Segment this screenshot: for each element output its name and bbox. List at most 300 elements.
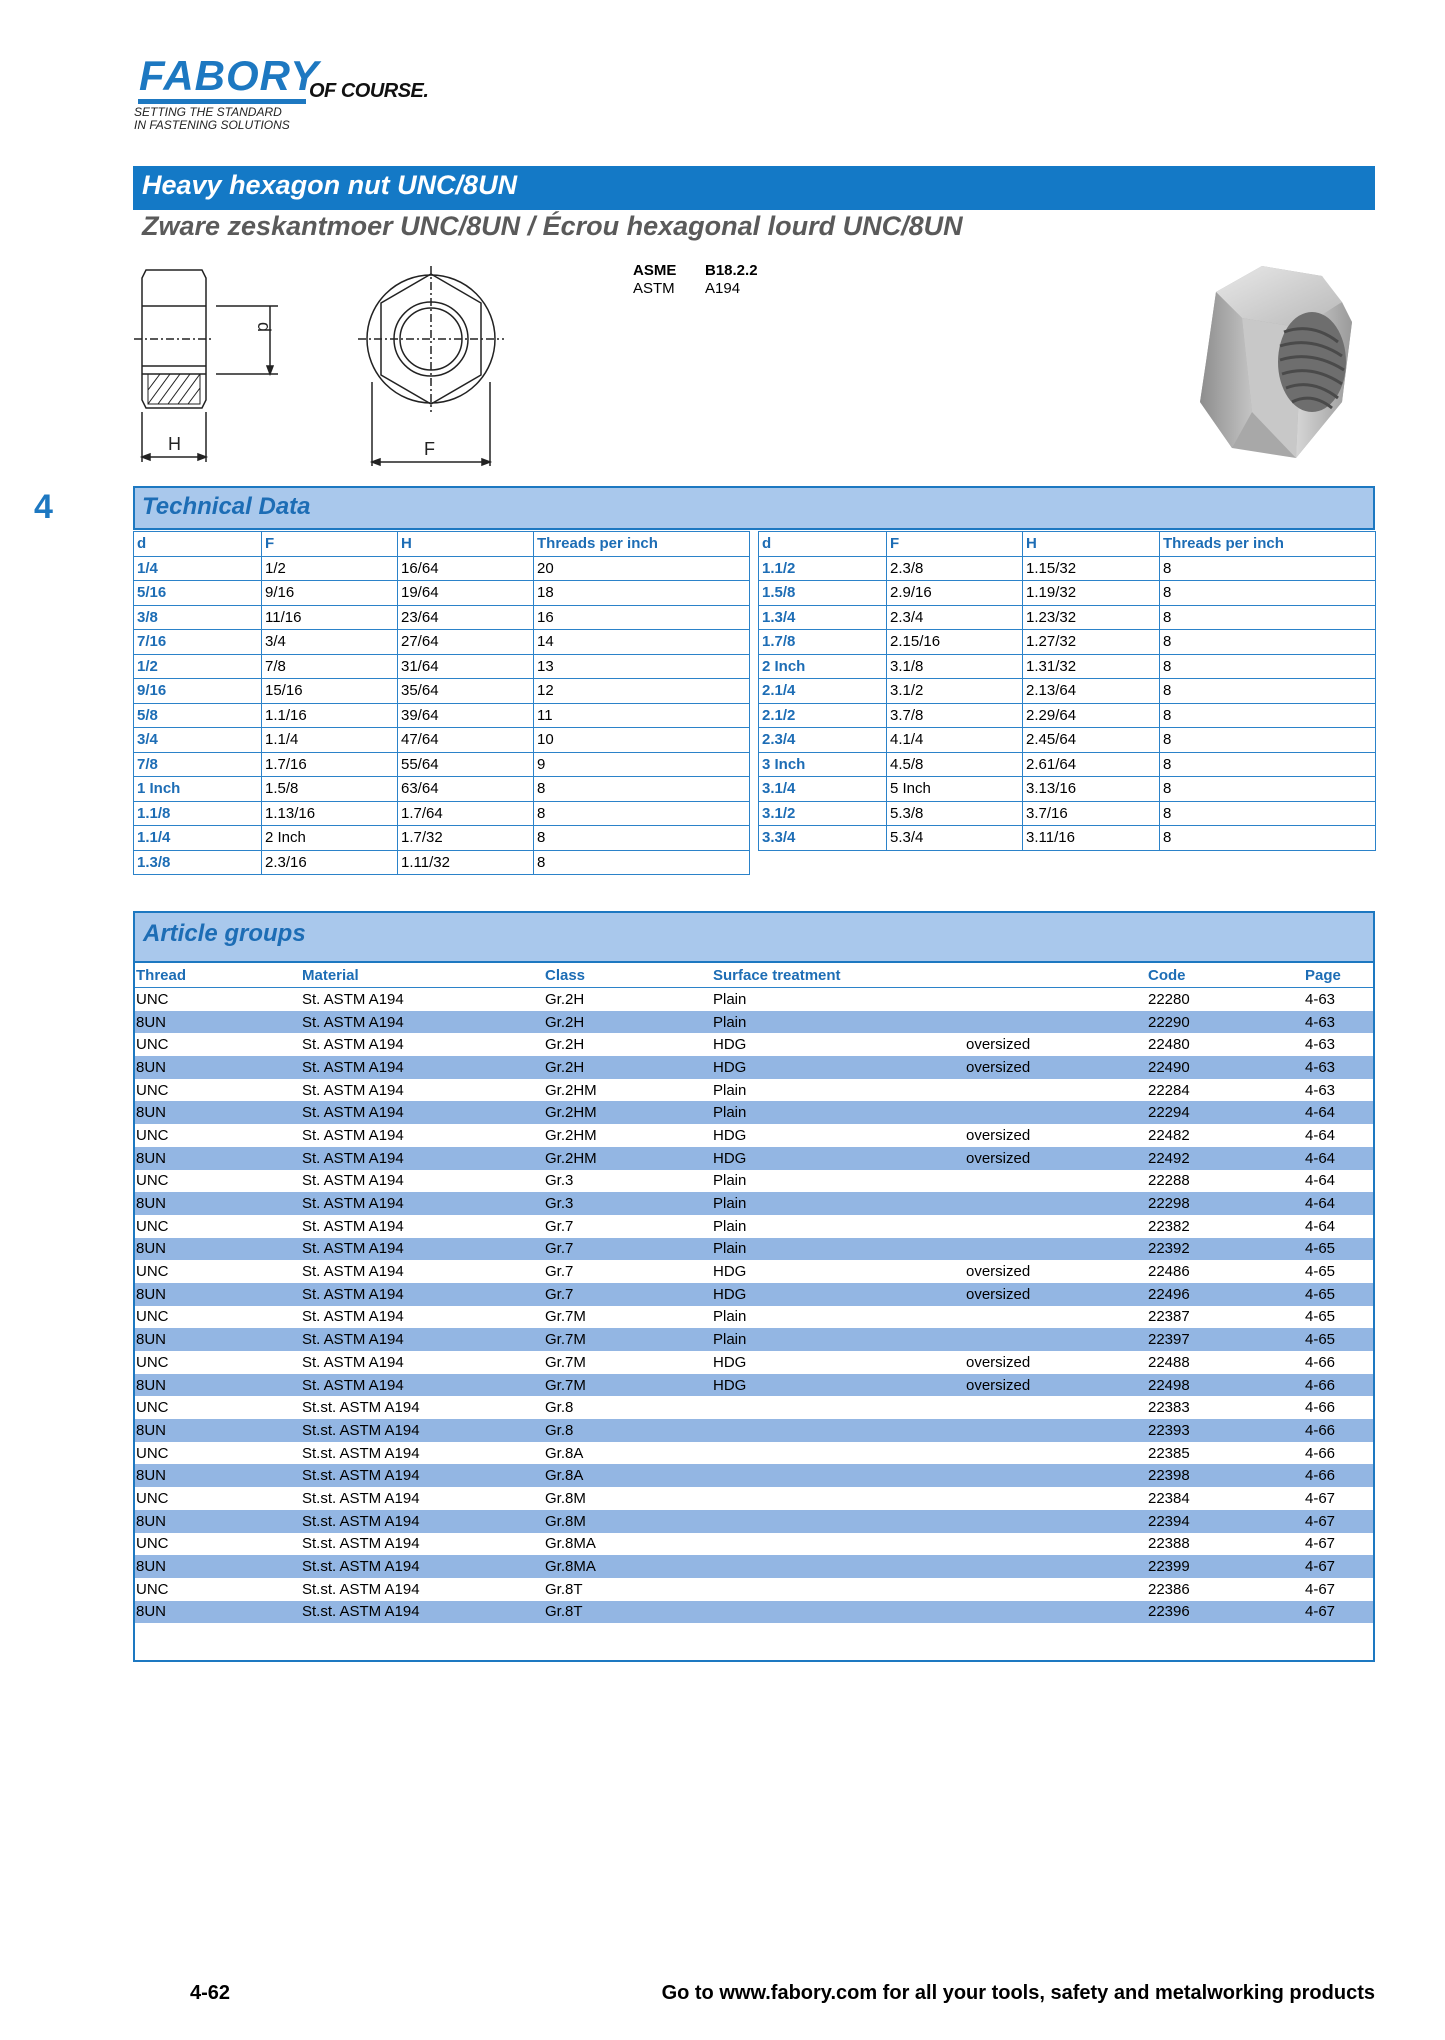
cell-h: 3.7/16 xyxy=(1023,801,1160,826)
cell-code: 22288 xyxy=(1148,1172,1190,1190)
cell-material: St. ASTM A194 xyxy=(302,1353,404,1371)
cell-code: 22284 xyxy=(1148,1081,1190,1099)
cell-surface-treatment: Plain xyxy=(713,990,747,1008)
table-row xyxy=(759,728,1376,753)
cell-page: 4-67 xyxy=(1302,1510,1375,1533)
cell-threads: 20 xyxy=(534,556,750,581)
cell-code: 22496 xyxy=(1145,1283,1302,1306)
cell-d: 2 Inch xyxy=(759,654,887,679)
cell-finish-note xyxy=(963,1396,1145,1419)
table-row xyxy=(133,1351,1375,1374)
cell-d: 5/8 xyxy=(134,703,262,728)
cell-code: 22490 xyxy=(1145,1056,1302,1079)
cell-page: 4-67 xyxy=(1302,1555,1375,1578)
cell-code: 22393 xyxy=(1145,1419,1302,1442)
column-header-code: Code xyxy=(1145,963,1302,988)
cell-material: St. ASTM A194 xyxy=(302,1126,404,1144)
cell-thread: 8UN xyxy=(133,1510,299,1533)
table-row xyxy=(133,1510,1375,1533)
cell-page: 4-63 xyxy=(1305,1036,1336,1054)
footer-website-text: Go to www.fabory.com for all your tools, safety and metalworking products xyxy=(661,1982,1375,2004)
cell-f: 9/16 xyxy=(262,581,398,606)
cell-d: 3.1/4 xyxy=(759,777,887,802)
cell-class: Gr.8MA xyxy=(542,1555,710,1578)
cell-class: Gr.7 xyxy=(545,1217,574,1235)
cell-h: 3.11/16 xyxy=(1023,826,1160,851)
cell-class: Gr.8A xyxy=(545,1444,584,1462)
cell-h: 1.27/32 xyxy=(1023,630,1160,655)
cell-h: 2.61/64 xyxy=(1023,752,1160,777)
table-row xyxy=(133,1396,1375,1419)
cell-page: 4-65 xyxy=(1302,1283,1375,1306)
cell-threads: 8 xyxy=(1160,679,1376,704)
table-row xyxy=(133,1487,1375,1510)
table-row xyxy=(133,1306,1375,1329)
cell-d: 9/16 xyxy=(134,679,262,704)
cell-thread: UNC xyxy=(136,1399,169,1417)
table-row xyxy=(133,1170,1375,1193)
cell-h: 2.29/64 xyxy=(1023,703,1160,728)
table-row xyxy=(133,1555,1375,1578)
cell-f: 3.7/8 xyxy=(887,703,1023,728)
cell-thread: 8UN xyxy=(133,1147,299,1170)
cell-threads: 8 xyxy=(1160,605,1376,630)
cell-threads: 18 xyxy=(534,581,750,606)
table-row xyxy=(134,801,750,826)
cell-f: 2.3/16 xyxy=(262,850,398,875)
article-groups-header xyxy=(133,911,1375,963)
cell-thread: 8UN xyxy=(133,1283,299,1306)
cell-page: 4-67 xyxy=(1305,1580,1336,1598)
cell-f: 5.3/4 xyxy=(887,826,1023,851)
page-subtitle: Zware zeskantmoer UNC/8UN / Écrou hexagonal lourd UNC/8UN xyxy=(142,211,963,241)
cell-page: 4-64 xyxy=(1305,1217,1336,1235)
cell-threads: 10 xyxy=(534,728,750,753)
cell-surface-treatment: Plain xyxy=(713,1172,747,1190)
technical-data-title: Technical Data xyxy=(142,493,311,520)
cell-h: 19/64 xyxy=(398,581,534,606)
table-row xyxy=(134,679,750,704)
table-row xyxy=(134,777,750,802)
cell-surface-treatment: Plain xyxy=(713,1308,747,1326)
cell-class: Gr.2HM xyxy=(545,1126,597,1144)
cell-threads: 14 xyxy=(534,630,750,655)
cell-surface-treatment xyxy=(710,1601,963,1624)
cell-code: 22298 xyxy=(1145,1192,1302,1215)
table-row xyxy=(133,1101,1375,1124)
technical-data-table-left xyxy=(133,531,750,875)
cell-surface-treatment xyxy=(710,1396,963,1419)
cell-f: 11/16 xyxy=(262,605,398,630)
cell-threads: 8 xyxy=(1160,728,1376,753)
cell-code: 22396 xyxy=(1145,1601,1302,1624)
cell-finish-note: oversized xyxy=(963,1056,1145,1079)
cell-class: Gr.7M xyxy=(542,1328,710,1351)
cell-thread: UNC xyxy=(136,1126,169,1144)
cell-code: 22294 xyxy=(1145,1101,1302,1124)
table-row xyxy=(133,1192,1375,1215)
cell-class: Gr.2H xyxy=(545,1036,585,1054)
cell-material: St. ASTM A194 xyxy=(302,1036,404,1054)
cell-class: Gr.3 xyxy=(542,1192,710,1215)
cell-threads: 13 xyxy=(534,654,750,679)
cell-finish-note: oversized xyxy=(966,1353,1031,1371)
cell-d: 1.7/8 xyxy=(759,630,887,655)
chapter-number: 4 xyxy=(34,488,53,526)
cell-surface-treatment: Plain xyxy=(713,1081,747,1099)
table-row xyxy=(133,1260,1375,1283)
cell-class: Gr.2H xyxy=(545,990,585,1008)
column-header-h: H xyxy=(1023,532,1160,557)
cell-d: 1.5/8 xyxy=(759,581,887,606)
cell-h: 1.31/32 xyxy=(1023,654,1160,679)
cell-page: 4-64 xyxy=(1305,1172,1336,1190)
page-number: 4-62 xyxy=(190,1982,231,2004)
cell-page: 4-67 xyxy=(1305,1535,1336,1553)
cell-finish-note xyxy=(963,1306,1145,1329)
cell-material: St. ASTM A194 xyxy=(302,1081,404,1099)
cell-page: 4-64 xyxy=(1305,1126,1336,1144)
cell-page: 4-67 xyxy=(1305,1489,1336,1507)
cell-surface-treatment xyxy=(710,1442,963,1465)
cell-threads: 8 xyxy=(1160,630,1376,655)
cell-f: 4.5/8 xyxy=(887,752,1023,777)
cell-code: 22398 xyxy=(1145,1464,1302,1487)
cell-d: 3.1/2 xyxy=(759,801,887,826)
cell-page: 4-66 xyxy=(1302,1464,1375,1487)
table-row xyxy=(133,1283,1375,1306)
cell-material: St.st. ASTM A194 xyxy=(299,1555,542,1578)
cell-f: 3.1/2 xyxy=(887,679,1023,704)
column-header-finish-note xyxy=(963,963,1145,988)
table-row xyxy=(759,630,1376,655)
cell-code: 22488 xyxy=(1148,1353,1190,1371)
cell-threads: 8 xyxy=(534,801,750,826)
cell-f: 1.1/4 xyxy=(262,728,398,753)
top-view-drawing xyxy=(358,266,504,466)
standard-label: ASME xyxy=(633,262,677,279)
table-row xyxy=(759,752,1376,777)
technical-drawing xyxy=(130,262,515,472)
table-row xyxy=(134,605,750,630)
column-header-thread: Thread xyxy=(133,963,299,988)
table-row xyxy=(133,1442,1375,1465)
cell-page: 4-65 xyxy=(1302,1328,1375,1351)
cell-material: St. ASTM A194 xyxy=(302,1308,404,1326)
cell-thread: 8UN xyxy=(133,1192,299,1215)
cell-class: Gr.8T xyxy=(545,1580,583,1598)
table-row xyxy=(133,1464,1375,1487)
cell-finish-note xyxy=(963,1601,1145,1624)
cell-finish-note: oversized xyxy=(966,1036,1031,1054)
technical-data-header xyxy=(133,486,1375,530)
cell-class: Gr.8A xyxy=(542,1464,710,1487)
column-header-page: Page xyxy=(1302,963,1375,988)
cell-threads: 8 xyxy=(534,850,750,875)
cell-thread: 8UN xyxy=(133,1238,299,1261)
table-row xyxy=(134,850,750,875)
cell-h: 35/64 xyxy=(398,679,534,704)
cell-h: 1.11/32 xyxy=(398,850,534,875)
cell-d: 7/16 xyxy=(134,630,262,655)
article-groups-table xyxy=(133,963,1375,1623)
table-row xyxy=(133,1056,1375,1079)
cell-page: 4-63 xyxy=(1305,990,1336,1008)
column-header-d: d xyxy=(134,532,262,557)
cell-thread: UNC xyxy=(136,1489,169,1507)
cell-material: St. ASTM A194 xyxy=(299,1011,542,1034)
cell-page: 4-67 xyxy=(1302,1601,1375,1624)
cell-material: St. ASTM A194 xyxy=(299,1238,542,1261)
standard-label: ASTM xyxy=(633,280,675,297)
cell-page: 4-65 xyxy=(1305,1308,1336,1326)
cell-h: 2.45/64 xyxy=(1023,728,1160,753)
cell-finish-note xyxy=(963,1487,1145,1510)
cell-threads: 12 xyxy=(534,679,750,704)
table-header-row xyxy=(133,963,1375,988)
cell-material: St.st. ASTM A194 xyxy=(299,1601,542,1624)
table-row xyxy=(133,1124,1375,1147)
cell-material: St.st. ASTM A194 xyxy=(302,1489,420,1507)
cell-f: 5 Inch xyxy=(887,777,1023,802)
cell-f: 2.9/16 xyxy=(887,581,1023,606)
table-row xyxy=(133,988,1375,1011)
cell-finish-note xyxy=(963,1328,1145,1351)
cell-threads: 8 xyxy=(534,826,750,851)
table-row xyxy=(759,654,1376,679)
cell-thread: UNC xyxy=(136,1535,169,1553)
cell-page: 4-66 xyxy=(1305,1399,1336,1417)
cell-material: St.st. ASTM A194 xyxy=(302,1444,420,1462)
cell-finish-note xyxy=(963,1510,1145,1533)
cell-f: 2 Inch xyxy=(262,826,398,851)
column-header-f: F xyxy=(262,532,398,557)
cell-finish-note xyxy=(963,1238,1145,1261)
cell-finish-note: oversized xyxy=(963,1283,1145,1306)
cell-surface-treatment xyxy=(710,1578,963,1601)
cell-material: St. ASTM A194 xyxy=(299,1101,542,1124)
cell-class: Gr.2HM xyxy=(542,1147,710,1170)
cell-f: 3/4 xyxy=(262,630,398,655)
cell-thread: UNC xyxy=(136,990,169,1008)
cell-f: 3.1/8 xyxy=(887,654,1023,679)
cell-surface-treatment xyxy=(710,1533,963,1556)
table-row xyxy=(133,1011,1375,1034)
cell-finish-note xyxy=(963,1079,1145,1102)
cell-finish-note xyxy=(963,988,1145,1011)
cell-surface-treatment xyxy=(710,1555,963,1578)
column-header-class: Class xyxy=(542,963,710,988)
standard-row xyxy=(633,262,758,280)
table-row xyxy=(134,826,750,851)
cell-h: 1.23/32 xyxy=(1023,605,1160,630)
cell-thread: UNC xyxy=(136,1036,169,1054)
cell-code: 22383 xyxy=(1148,1399,1190,1417)
cell-f: 5.3/8 xyxy=(887,801,1023,826)
table-row xyxy=(133,1147,1375,1170)
cell-code: 22392 xyxy=(1145,1238,1302,1261)
dimension-label-h: H xyxy=(168,434,181,454)
cell-d: 2.1/2 xyxy=(759,703,887,728)
cell-code: 22397 xyxy=(1145,1328,1302,1351)
cell-page: 4-66 xyxy=(1302,1419,1375,1442)
cell-page: 4-64 xyxy=(1302,1101,1375,1124)
cell-thread: UNC xyxy=(136,1217,169,1235)
cell-finish-note xyxy=(963,1419,1145,1442)
cell-thread: 8UN xyxy=(133,1011,299,1034)
cell-surface-treatment: HDG xyxy=(713,1126,747,1144)
cell-threads: 8 xyxy=(1160,826,1376,851)
cell-material: St. ASTM A194 xyxy=(299,1192,542,1215)
cell-page: 4-64 xyxy=(1302,1192,1375,1215)
cell-d: 1.1/8 xyxy=(134,801,262,826)
table-header-row xyxy=(134,532,750,557)
cell-finish-note xyxy=(963,1533,1145,1556)
table-row xyxy=(759,556,1376,581)
cell-page: 4-66 xyxy=(1305,1353,1336,1371)
cell-surface-treatment: HDG xyxy=(710,1283,963,1306)
cell-surface-treatment: HDG xyxy=(713,1036,747,1054)
cell-threads: 8 xyxy=(1160,654,1376,679)
cell-material: St. ASTM A194 xyxy=(299,1328,542,1351)
cell-h: 3.13/16 xyxy=(1023,777,1160,802)
cell-threads: 8 xyxy=(534,777,750,802)
cell-class: Gr.8T xyxy=(542,1601,710,1624)
cell-d: 1.1/2 xyxy=(759,556,887,581)
cell-thread: 8UN xyxy=(133,1464,299,1487)
cell-class: Gr.7 xyxy=(542,1238,710,1261)
cell-code: 22386 xyxy=(1148,1580,1190,1598)
cell-thread: UNC xyxy=(136,1172,169,1190)
column-header-threads: Threads per inch xyxy=(1160,532,1376,557)
cell-d: 3/4 xyxy=(134,728,262,753)
table-row xyxy=(759,703,1376,728)
column-header-d: d xyxy=(759,532,887,557)
cell-surface-treatment: Plain xyxy=(710,1238,963,1261)
cell-material: St. ASTM A194 xyxy=(299,1056,542,1079)
cell-d: 2.1/4 xyxy=(759,679,887,704)
cell-surface-treatment: Plain xyxy=(710,1011,963,1034)
cell-h: 1.7/64 xyxy=(398,801,534,826)
cell-thread: 8UN xyxy=(133,1328,299,1351)
cell-thread: 8UN xyxy=(133,1555,299,1578)
cell-class: Gr.7 xyxy=(545,1263,574,1281)
cell-thread: 8UN xyxy=(133,1056,299,1079)
cell-h: 2.13/64 xyxy=(1023,679,1160,704)
cell-finish-note xyxy=(963,1464,1145,1487)
standard-value: A194 xyxy=(705,280,741,297)
cell-finish-note xyxy=(963,1578,1145,1601)
cell-finish-note: oversized xyxy=(966,1263,1031,1281)
cell-h: 27/64 xyxy=(398,630,534,655)
cell-h: 16/64 xyxy=(398,556,534,581)
cell-code: 22480 xyxy=(1148,1036,1190,1054)
cell-material: St. ASTM A194 xyxy=(302,1172,404,1190)
cell-finish-note xyxy=(963,1215,1145,1238)
cell-code: 22498 xyxy=(1145,1374,1302,1397)
cell-code: 22399 xyxy=(1145,1555,1302,1578)
logo-tagline-line2: IN FASTENING SOLUTIONS xyxy=(134,118,290,132)
cell-code: 22384 xyxy=(1148,1489,1190,1507)
cell-d: 1.3/4 xyxy=(759,605,887,630)
cell-finish-note xyxy=(963,1192,1145,1215)
table-row xyxy=(133,1374,1375,1397)
cell-f: 1.1/16 xyxy=(262,703,398,728)
cell-code: 22385 xyxy=(1148,1444,1190,1462)
table-row xyxy=(133,1533,1375,1556)
table-row xyxy=(134,630,750,655)
cell-material: St. ASTM A194 xyxy=(299,1147,542,1170)
cell-code: 22492 xyxy=(1145,1147,1302,1170)
cell-page: 4-66 xyxy=(1302,1374,1375,1397)
cell-surface-treatment: Plain xyxy=(710,1328,963,1351)
cell-d: 2.3/4 xyxy=(759,728,887,753)
cell-finish-note xyxy=(963,1555,1145,1578)
cell-finish-note xyxy=(963,1011,1145,1034)
cell-d: 1/4 xyxy=(134,556,262,581)
cell-thread: 8UN xyxy=(133,1374,299,1397)
cell-finish-note xyxy=(963,1101,1145,1124)
cell-finish-note xyxy=(963,1170,1145,1193)
cell-f: 15/16 xyxy=(262,679,398,704)
cell-class: Gr.2H xyxy=(542,1056,710,1079)
cell-h: 1.7/32 xyxy=(398,826,534,851)
article-groups-title: Article groups xyxy=(143,920,306,947)
cell-d: 7/8 xyxy=(134,752,262,777)
cell-code: 22482 xyxy=(1148,1126,1190,1144)
cell-code: 22486 xyxy=(1148,1263,1190,1281)
column-header-threads: Threads per inch xyxy=(534,532,750,557)
cell-f: 1/2 xyxy=(262,556,398,581)
table-row xyxy=(759,777,1376,802)
table-row xyxy=(133,1578,1375,1601)
cell-page: 4-63 xyxy=(1302,1056,1375,1079)
cell-d: 5/16 xyxy=(134,581,262,606)
cell-finish-note: oversized xyxy=(963,1374,1145,1397)
cell-material: St. ASTM A194 xyxy=(302,1217,404,1235)
table-row xyxy=(133,1601,1375,1624)
column-header-h: H xyxy=(398,532,534,557)
column-header-f: F xyxy=(887,532,1023,557)
cell-material: St. ASTM A194 xyxy=(302,990,404,1008)
technical-data-table-right xyxy=(758,531,1376,851)
cell-surface-treatment: HDG xyxy=(710,1374,963,1397)
cell-surface-treatment: Plain xyxy=(713,1217,747,1235)
cell-h: 55/64 xyxy=(398,752,534,777)
table-row xyxy=(133,1215,1375,1238)
cell-material: St. ASTM A194 xyxy=(299,1283,542,1306)
cell-page: 4-66 xyxy=(1305,1444,1336,1462)
table-row xyxy=(133,1079,1375,1102)
cell-d: 1/2 xyxy=(134,654,262,679)
cell-material: St.st. ASTM A194 xyxy=(302,1399,420,1417)
cell-material: St.st. ASTM A194 xyxy=(299,1510,542,1533)
cell-thread: UNC xyxy=(136,1353,169,1371)
standard-row xyxy=(633,280,758,298)
cell-thread: UNC xyxy=(136,1263,169,1281)
logo-wordmark: FABORY xyxy=(139,52,320,99)
cell-surface-treatment: HDG xyxy=(710,1056,963,1079)
cell-f: 2.15/16 xyxy=(887,630,1023,655)
cell-f: 1.7/16 xyxy=(262,752,398,777)
cell-surface-treatment xyxy=(710,1419,963,1442)
cell-threads: 8 xyxy=(1160,556,1376,581)
cell-h: 23/64 xyxy=(398,605,534,630)
column-header-material: Material xyxy=(299,963,542,988)
cell-surface-treatment: Plain xyxy=(710,1192,963,1215)
hex-nut-product-image xyxy=(1192,262,1372,467)
cell-code: 22382 xyxy=(1148,1217,1190,1235)
